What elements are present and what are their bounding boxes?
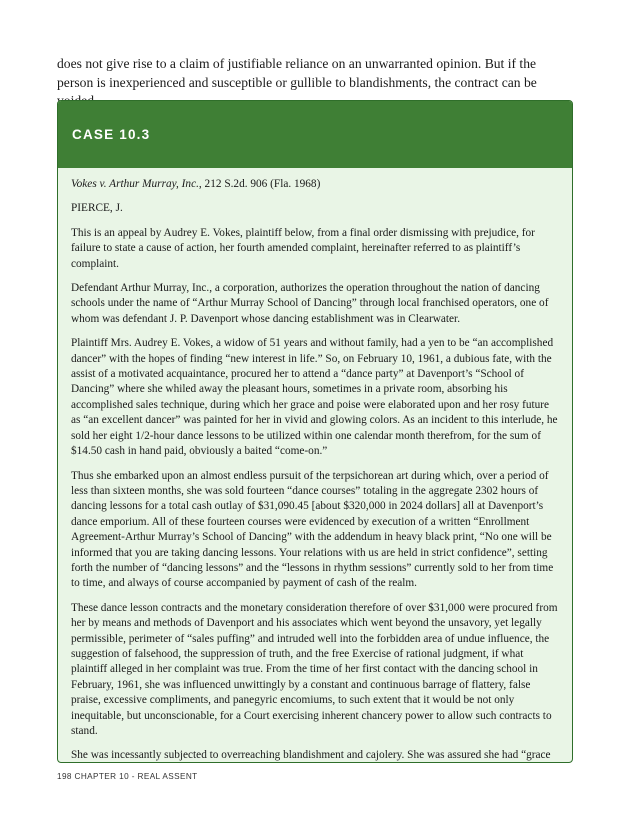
case-paragraph: This is an appeal by Audrey E. Vokes, plaintiff below, from a final order dismissing with prejudice, for failure to state a cause of action, her fourth amended complaint, hereinafter referred to as plaintiff’s complaint. (71, 226, 535, 270)
case-label: CASE 10.3 (72, 127, 151, 142)
case-judge: PIERCE, J. (71, 202, 123, 215)
case-paragraph: These dance lesson contracts and the monetary consideration therefore of over $31,000 were procured from her by means and methods of Davenport and his associates which went beyond the unsavory, yet legally permissible, perimeter of “sales puffing” and intruded well into the forbidden area of undue influence, the suggestion of falsehood, the suppression of truth, and the free Exercise of rational judgment, if what plaintiff alleged in her complaint was true. From the time of her first contact with the dancing school in February, 1961, she was influenced unwittingly by a constant and continuous barrage of flattery, false praise, excessive compliments, and panegyric encomiums, to such extent that it would be not only inequitable, but unconscionable, for a Court exercising inherent chancery power to allow such contracts to stand. (71, 601, 558, 737)
page-footer: 198 CHAPTER 10 - REAL ASSENT (57, 772, 198, 781)
case-citation-name: Vokes v. Arthur Murray, Inc. (71, 178, 199, 190)
case-body (58, 168, 572, 763)
case-paragraph: She was incessantly subjected to overreaching blandishment and cajolery. She was assured she had “grace (71, 749, 551, 762)
case-paragraph: Thus she embarked upon an almost endless pursuit of the terpsichorean art during which, over a period of less than sixteen months, she was sold fourteen “dance courses” totaling in the aggregate 2302 hours of dancing lessons for a total cash outlay of $31,090.45 [about $320,000 in 2024 dollars] all at Davenport’s dance emporium. All of these fourteen courses were evidenced by execution of a written “Enrollment Agreement-Arthur Murray’s School of Dancing” with the addendum in heavy black print, “No one will be informed that you are taking dancing lessons. Your relations with us are held in strict confidence”, setting forth the number of “dancing lessons” and the “lessons in rhythm sessions” currently sold to her from time to time, and always of course accompanied by payment of cash of the realm. (71, 469, 554, 590)
case-citation (71, 177, 559, 192)
case-header (58, 101, 572, 168)
case-citation-reporter: , 212 S.2d. 906 (Fla. 1968) (198, 178, 321, 190)
case-box (57, 100, 573, 763)
case-paragraph: Plaintiff Mrs. Audrey E. Vokes, a widow of 51 years and without family, had a yen to be “an accomplished dancer” with the hopes of finding “new interest in life.” So, on February 10, 1961, a dubious fate, with the assist of a motivated acquaintance, procured her to attend a “dance party” at Davenport’s “School of Dancing” where she whiled away the pleasant hours, sometimes in a private room, absorbing his accomplished sales technique, during which her grace and poise were elaborated upon and her rosy future as “an excellent dancer” was painted for her in vivid and glowing colors. As an incident to this interlude, he sold her eight 1/2-hour dance lessons to be utilized within one calendar month therefrom, for the sum of $14.50 cash in hand paid, obviously a baited “come-on.” (71, 337, 558, 458)
intro-paragraph: does not give rise to a claim of justifiable reliance on an unwarranted opinion. But if the person is inexperienced and susceptible or gullible to blandishments, the contract can be (57, 56, 537, 90)
case-paragraph: Defendant Arthur Murray, Inc., a corporation, authorizes the operation throughout the nation of dancing schools under the name of “Arthur Murray School of Dancing” through local franchised operators, one of whom was defendant J. P. Davenport whose dancing establishment was in Clearwater. (71, 282, 549, 325)
